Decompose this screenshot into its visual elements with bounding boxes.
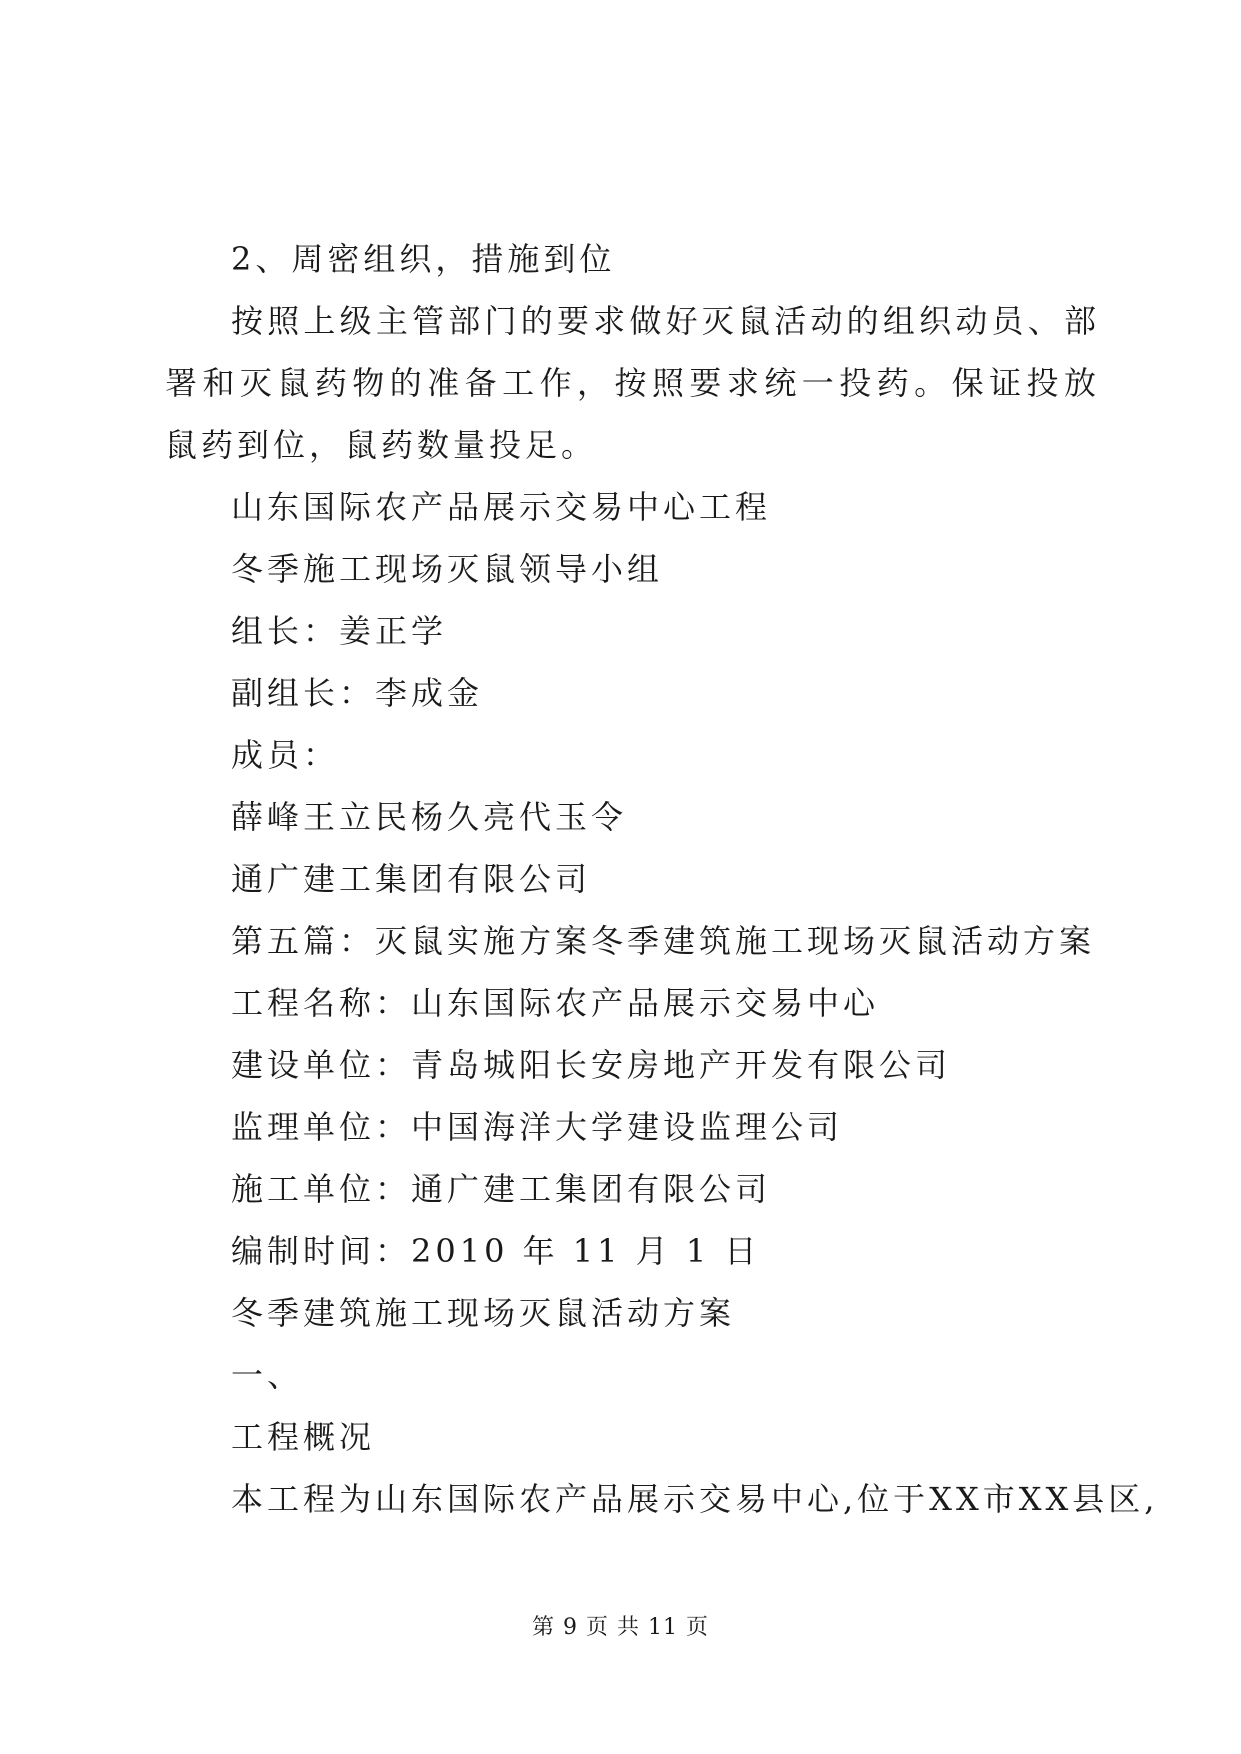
section-title: 第五篇：灭鼠实施方案冬季建筑施工现场灭鼠活动方案	[231, 922, 1096, 960]
text-line: 工程概况	[231, 1418, 376, 1456]
text-line: 山东国际农产品展示交易中心工程	[231, 488, 772, 526]
text-line: 组长：姜正学	[231, 612, 448, 650]
text-line: 副组长：李成金	[231, 674, 484, 712]
text-line: 建设单位：青岛城阳长安房地产开发有限公司	[231, 1046, 952, 1084]
text-line: 一、	[231, 1356, 304, 1394]
paragraph: 按照上级主管部门的要求做好灭鼠活动的组织动员、部署和灭鼠药物的准备工作，按照要求统一投药。保证投放鼠药到位，鼠药数量投足。	[165, 302, 1100, 464]
page-number: 第 9 页 共 11 页	[532, 1615, 709, 1640]
document-body	[165, 228, 1159, 1530]
text-line: 通广建工集团有限公司	[231, 860, 592, 898]
text-line: 冬季施工现场灭鼠领导小组	[231, 550, 664, 588]
text-line: 本工程为山东国际农产品展示交易中心,位于XX市XX县区,	[231, 1480, 1159, 1518]
text-line: 成员：	[231, 736, 340, 774]
text-line: 薛峰王立民杨久亮代玉令	[231, 798, 628, 836]
text-line: 编制时间：2010 年 11 月 1 日	[231, 1232, 761, 1270]
text-line: 施工单位：通广建工集团有限公司	[231, 1170, 772, 1208]
section-heading: 2、周密组织，措施到位	[231, 240, 616, 278]
text-line: 冬季建筑施工现场灭鼠活动方案	[231, 1294, 736, 1332]
text-line: 工程名称：山东国际农产品展示交易中心	[231, 984, 880, 1022]
text-line: 监理单位：中国海洋大学建设监理公司	[231, 1108, 844, 1146]
